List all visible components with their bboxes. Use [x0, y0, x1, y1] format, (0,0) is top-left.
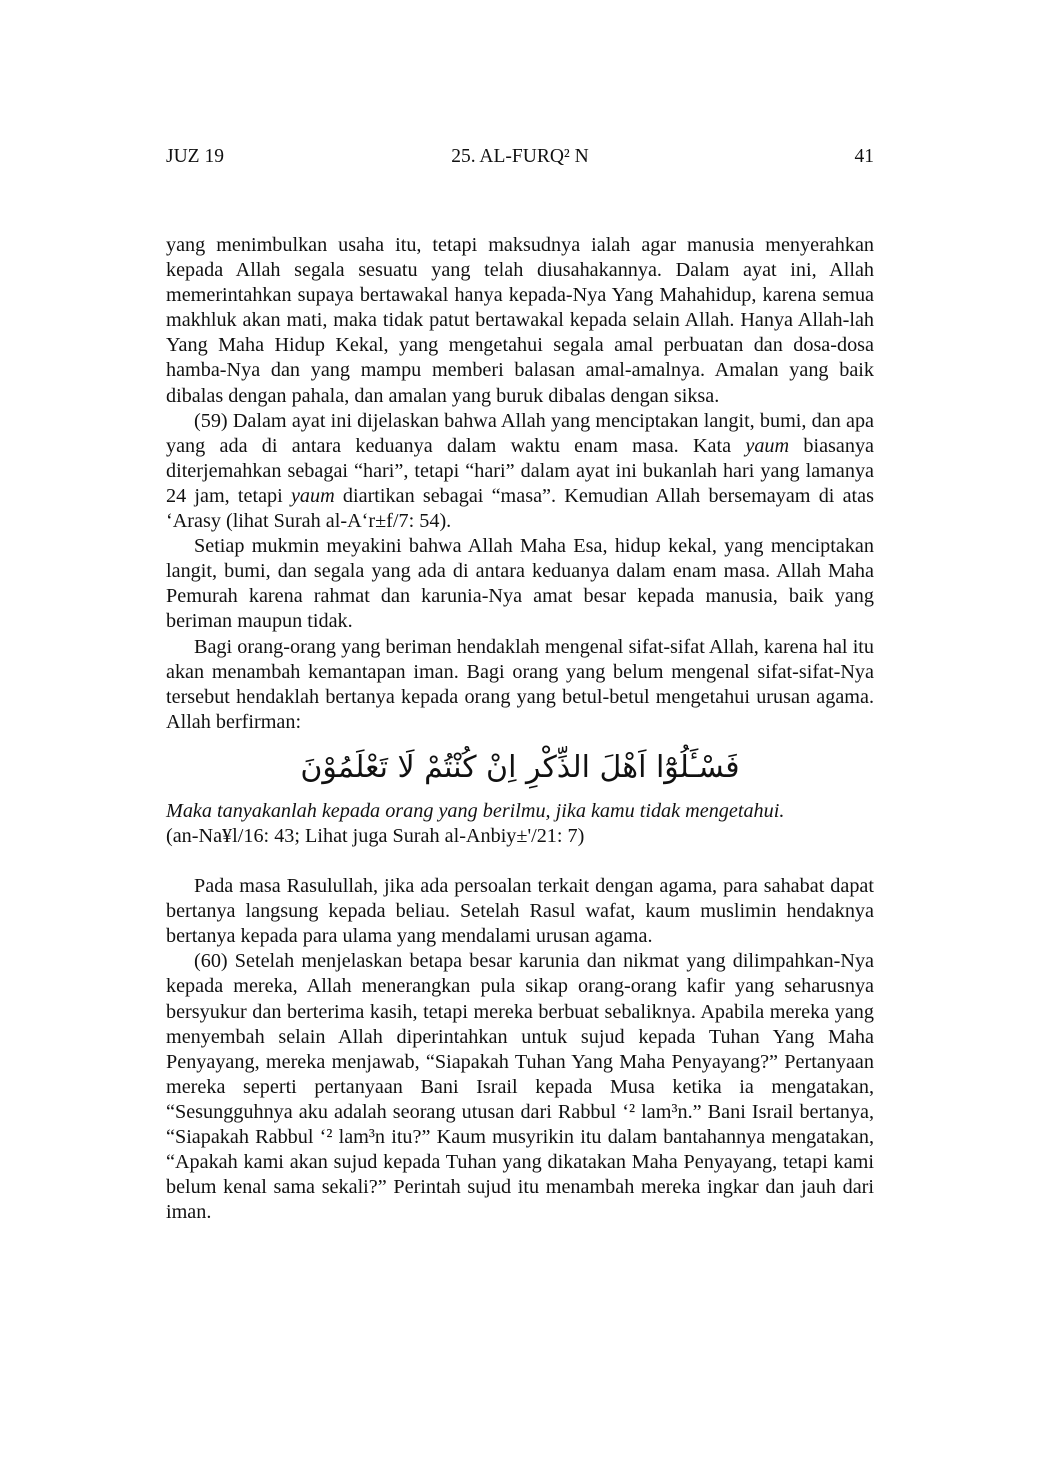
page-number: 41 [854, 146, 874, 167]
surah-title: 25. AL-FURQ² N [451, 146, 589, 167]
paragraph-59-part-b: biasanya diterjemahkan sebagai “hari”, tetapi “hari” dalam ayat ini bukanlah hari yang lamanya 24 jam, tetapi [166, 434, 874, 507]
paragraph-59-part-c: diartikan sebagai “masa”. Kemudian Allah bersemayam di atas ‘Arasy (lihat Surah al-A‘r±f/7: 54). [166, 484, 874, 533]
paragraph-3: Setiap mukmin meyakini bahwa Allah Maha Esa, hidup kekal, yang menciptakan langit, bumi, dan segala yang ada di antara keduanya dalam enam masa. Allah Maha Pemurah karena rahmat dan karunia-Nya amat besar kepada manusia, baik yang beriman maupun tidak. [166, 535, 874, 633]
paragraph-4: Bagi orang-orang yang beriman hendaklah mengenal sifat-sifat Allah, karena hal itu akan menambah kemantapan iman. Bagi orang yang belum mengenal sifat-sifat-Nya tersebut hendaklah bertanya kepada orang yang betul-betul mengetahui urusan agama. Allah berfirman: [166, 635, 874, 733]
page-header [166, 146, 874, 174]
page-body [166, 233, 874, 1225]
verse-translation [166, 799, 874, 849]
paragraph-5: Pada masa Rasulullah, jika ada persoalan terkait dengan agama, para sahabat dapat bertanya langsung kepada beliau. Setelah Rasul wafat, kaum muslimin hendaknya bertanya kepada para ulama yang mendalami urusan agama. [166, 875, 874, 948]
juz-label: JUZ 19 [166, 146, 224, 167]
paragraph-1: yang menimbulkan usaha itu, tetapi maksudnya ialah agar manusia menyerahkan kepada Allah segala sesuatu yang telah diusahakannya. Dalam ayat ini, Allah memerintahkan supaya bertawakal hanya kepada-Nya Yang Mahahidup, karena semua makhluk akan mati, maka tidak patut bertawakal kepada selain Allah. Hanya Allah-lah Yang Maha Hidup Kekal, yang mengetahui segala amal perbuatan dan dosa-dosa hamba-Nya dan yang mampu memberi balasan amal-amalnya. Amalan yang baik dibalas dengan pahala, dan amalan yang buruk dibalas dengan siksa. [166, 234, 874, 407]
paragraph-59-part-a: (59) Dalam ayat ini dijelaskan bahwa Allah yang menciptakan langit, bumi, dan apa yang ada di antara keduanya dalam waktu enam masa. Kata [166, 409, 874, 457]
verse-reference: (an-Na¥l/16: 43; Lihat juga Surah al-Anbiy±'/21: 7) [166, 824, 585, 847]
spacer [166, 849, 874, 874]
italic-term-yaum-2: yaum [290, 484, 335, 507]
arabic-verse: فَسْـَٔلُوْٓا اَهْلَ الذِّكْرِ اِنْ كُنْتُمْ لَا تَعْلَمُوْنَ [300, 749, 740, 785]
italic-term-yaum-1: yaum [745, 434, 790, 457]
translation-text: Maka tanyakanlah kepada orang yang berilmu, jika kamu tidak mengetahui. [166, 799, 785, 822]
paragraph-59 [166, 409, 874, 534]
paragraph-60: (60) Setelah menjelaskan betapa besar karunia dan nikmat yang dilimpahkan-Nya kepada mereka, Allah menerangkan pula sikap orang-orang kafir yang seharusnya bersyukur dan berterima kasih, tetapi mereka berbuat sebaliknya. Apabila mereka yang menyembah selain Allah diperintahkan untuk sujud kepada Tuhan Yang Maha Penyayang, mereka menjawab, “Siapakah Tuhan Yang Maha Penyayang?” Pertanyaan mereka seperti pertanyaan Bani Israil kepada Musa ketika ia mengatakan, “Sesungguhnya aku adalah seorang utusan dari Rabbul ‘² lam³n.” Bani Israil bertanya, “Siapakah Rabbul ‘² lam³n itu?” Kaum musyrikin itu dalam bantahannya mengatakan, “Apakah kami akan sujud kepada Tuhan yang dikatakan Maha Penyayang, tetapi kami belum kenal sama sekali?” Perintah sujud itu menambah mereka ingkar dan jauh dari iman. [166, 950, 874, 1224]
